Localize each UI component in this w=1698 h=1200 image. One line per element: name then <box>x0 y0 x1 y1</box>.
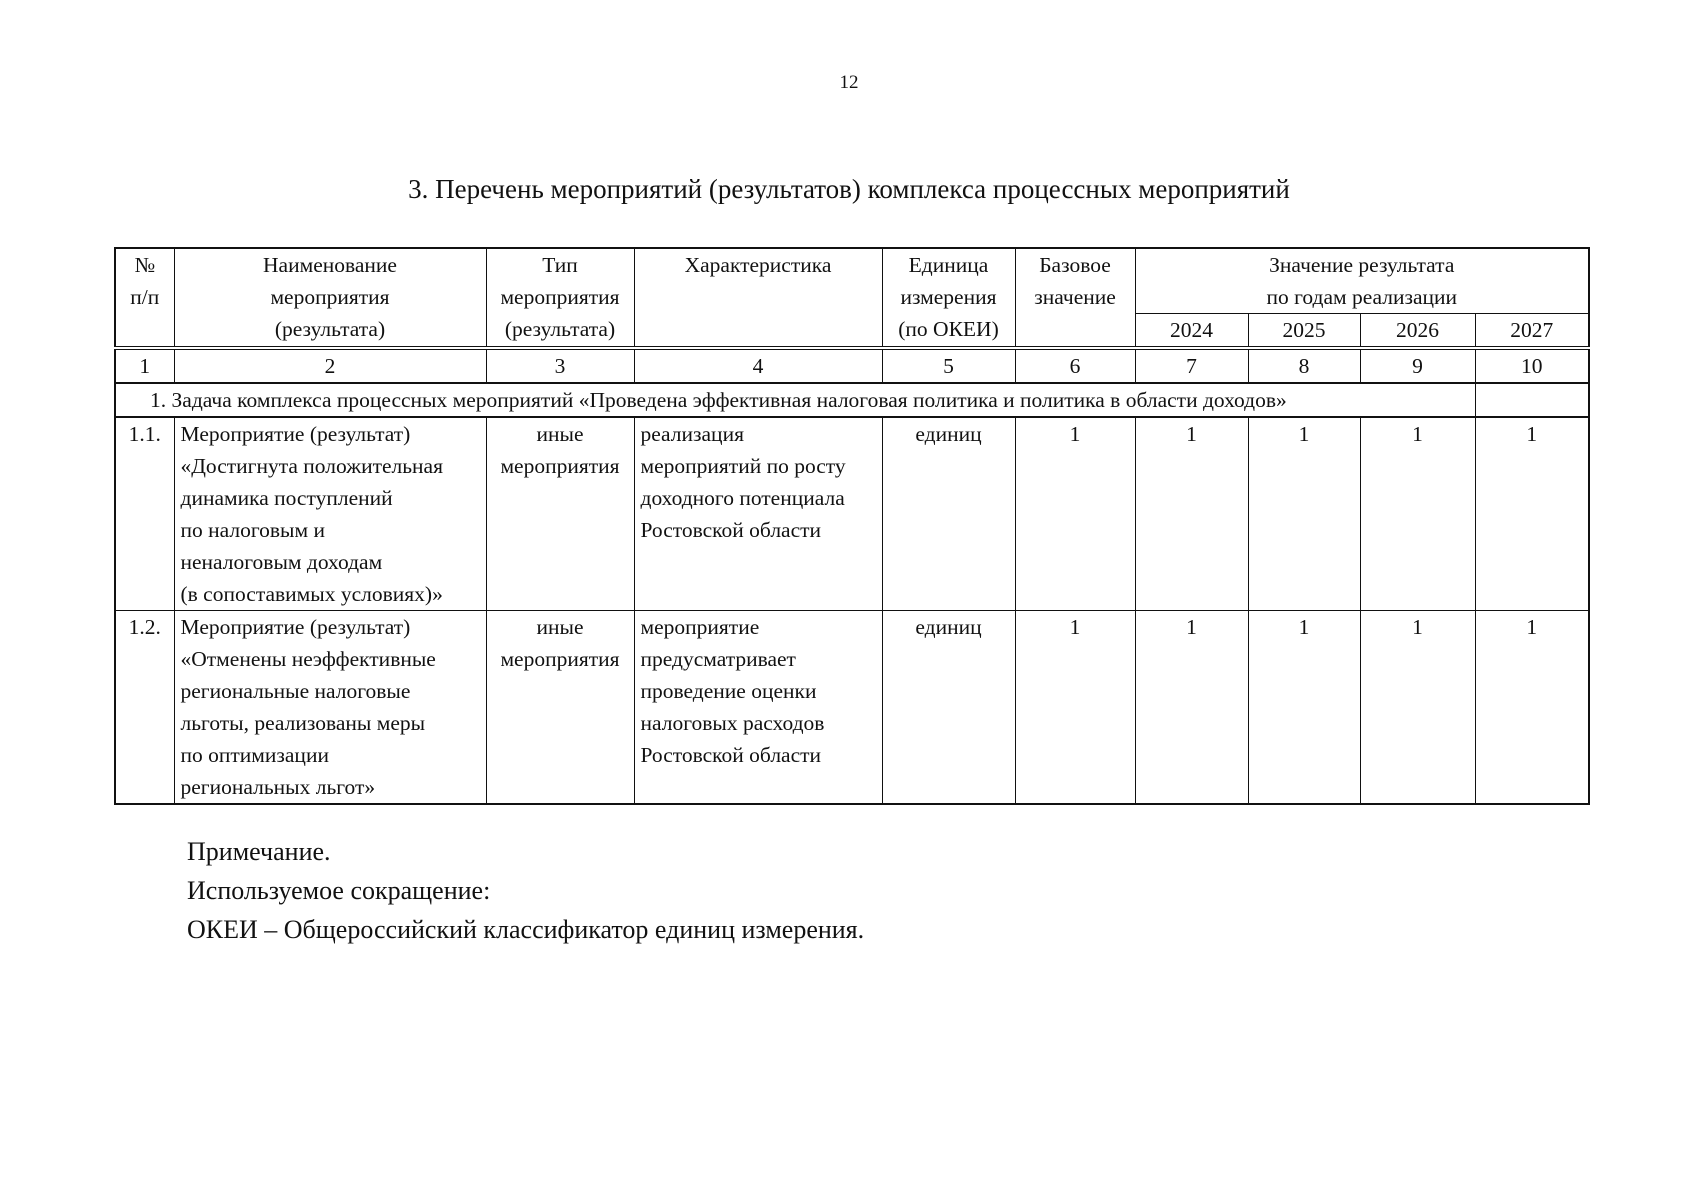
value-2025: 1 <box>1248 611 1360 805</box>
header-num: № п/п <box>115 248 174 348</box>
page-number: 12 <box>839 72 859 93</box>
column-number: 9 <box>1360 348 1475 383</box>
column-number: 1 <box>115 348 174 383</box>
column-number: 4 <box>634 348 882 383</box>
note-abbreviation-label: Используемое сокращение: <box>187 876 491 905</box>
header-type: Тип мероприятия (результата) <box>486 248 634 348</box>
row-number: 1.2. <box>115 611 174 805</box>
value-2026: 1 <box>1360 417 1475 611</box>
measure-name: Мероприятие (результат) «Отменены неэффективные региональные налоговые льготы, реализованы меры по оптимизации региональных льгот» <box>174 611 486 805</box>
header-name: Наименование мероприятия (результата) <box>174 248 486 348</box>
task-row <box>115 383 1589 417</box>
header-unit: Единица измерения (по ОКЕИ) <box>882 248 1015 348</box>
column-number: 10 <box>1475 348 1589 383</box>
measures-table <box>114 247 1590 805</box>
table-row <box>115 417 1589 611</box>
measure-name: Мероприятие (результат) «Достигнута положительная динамика поступлений по налоговым и неналоговым доходам (в сопоставимых условиях)» <box>174 417 486 611</box>
header-year-2027: 2027 <box>1475 314 1589 349</box>
note-heading: Примечание. <box>187 837 331 866</box>
header-result-group: Значение результата по годам реализации <box>1135 248 1589 314</box>
measure-characteristic: реализация мероприятий по росту доходного потенциала Ростовской области <box>634 417 882 611</box>
row-number: 1.1. <box>115 417 174 611</box>
note-abbreviation-text: ОКЕИ – Общероссийский классификатор единиц измерения. <box>187 915 865 944</box>
column-number: 7 <box>1135 348 1248 383</box>
value-2024: 1 <box>1135 417 1248 611</box>
task-empty-cell <box>1475 383 1589 417</box>
column-number: 8 <box>1248 348 1360 383</box>
header-year-2024: 2024 <box>1135 314 1248 349</box>
column-numbers-row <box>115 348 1589 383</box>
header-year-2026: 2026 <box>1360 314 1475 349</box>
column-number: 2 <box>174 348 486 383</box>
value-2025: 1 <box>1248 417 1360 611</box>
task-title: 1. Задача комплекса процессных мероприятий «Проведена эффективная налоговая политика и политика в области доходов» <box>115 383 1475 417</box>
column-number: 3 <box>486 348 634 383</box>
header-base: Базовое значение <box>1015 248 1135 348</box>
header-characteristic: Характеристика <box>634 248 882 348</box>
measure-type: иные мероприятия <box>486 611 634 805</box>
base-value: 1 <box>1015 417 1135 611</box>
value-2027: 1 <box>1475 417 1589 611</box>
measure-characteristic: мероприятие предусматривает проведение оценки налоговых расходов Ростовской области <box>634 611 882 805</box>
value-2024: 1 <box>1135 611 1248 805</box>
page-title: 3. Перечень мероприятий (результатов) комплекса процессных мероприятий <box>408 174 1290 204</box>
measure-unit: единиц <box>882 611 1015 805</box>
value-2026: 1 <box>1360 611 1475 805</box>
column-number: 6 <box>1015 348 1135 383</box>
table-row <box>115 611 1589 805</box>
header-row <box>115 248 1589 314</box>
measure-unit: единиц <box>882 417 1015 611</box>
base-value: 1 <box>1015 611 1135 805</box>
value-2027: 1 <box>1475 611 1589 805</box>
column-number: 5 <box>882 348 1015 383</box>
note-block <box>187 832 864 949</box>
measure-type: иные мероприятия <box>486 417 634 611</box>
header-year-2025: 2025 <box>1248 314 1360 349</box>
